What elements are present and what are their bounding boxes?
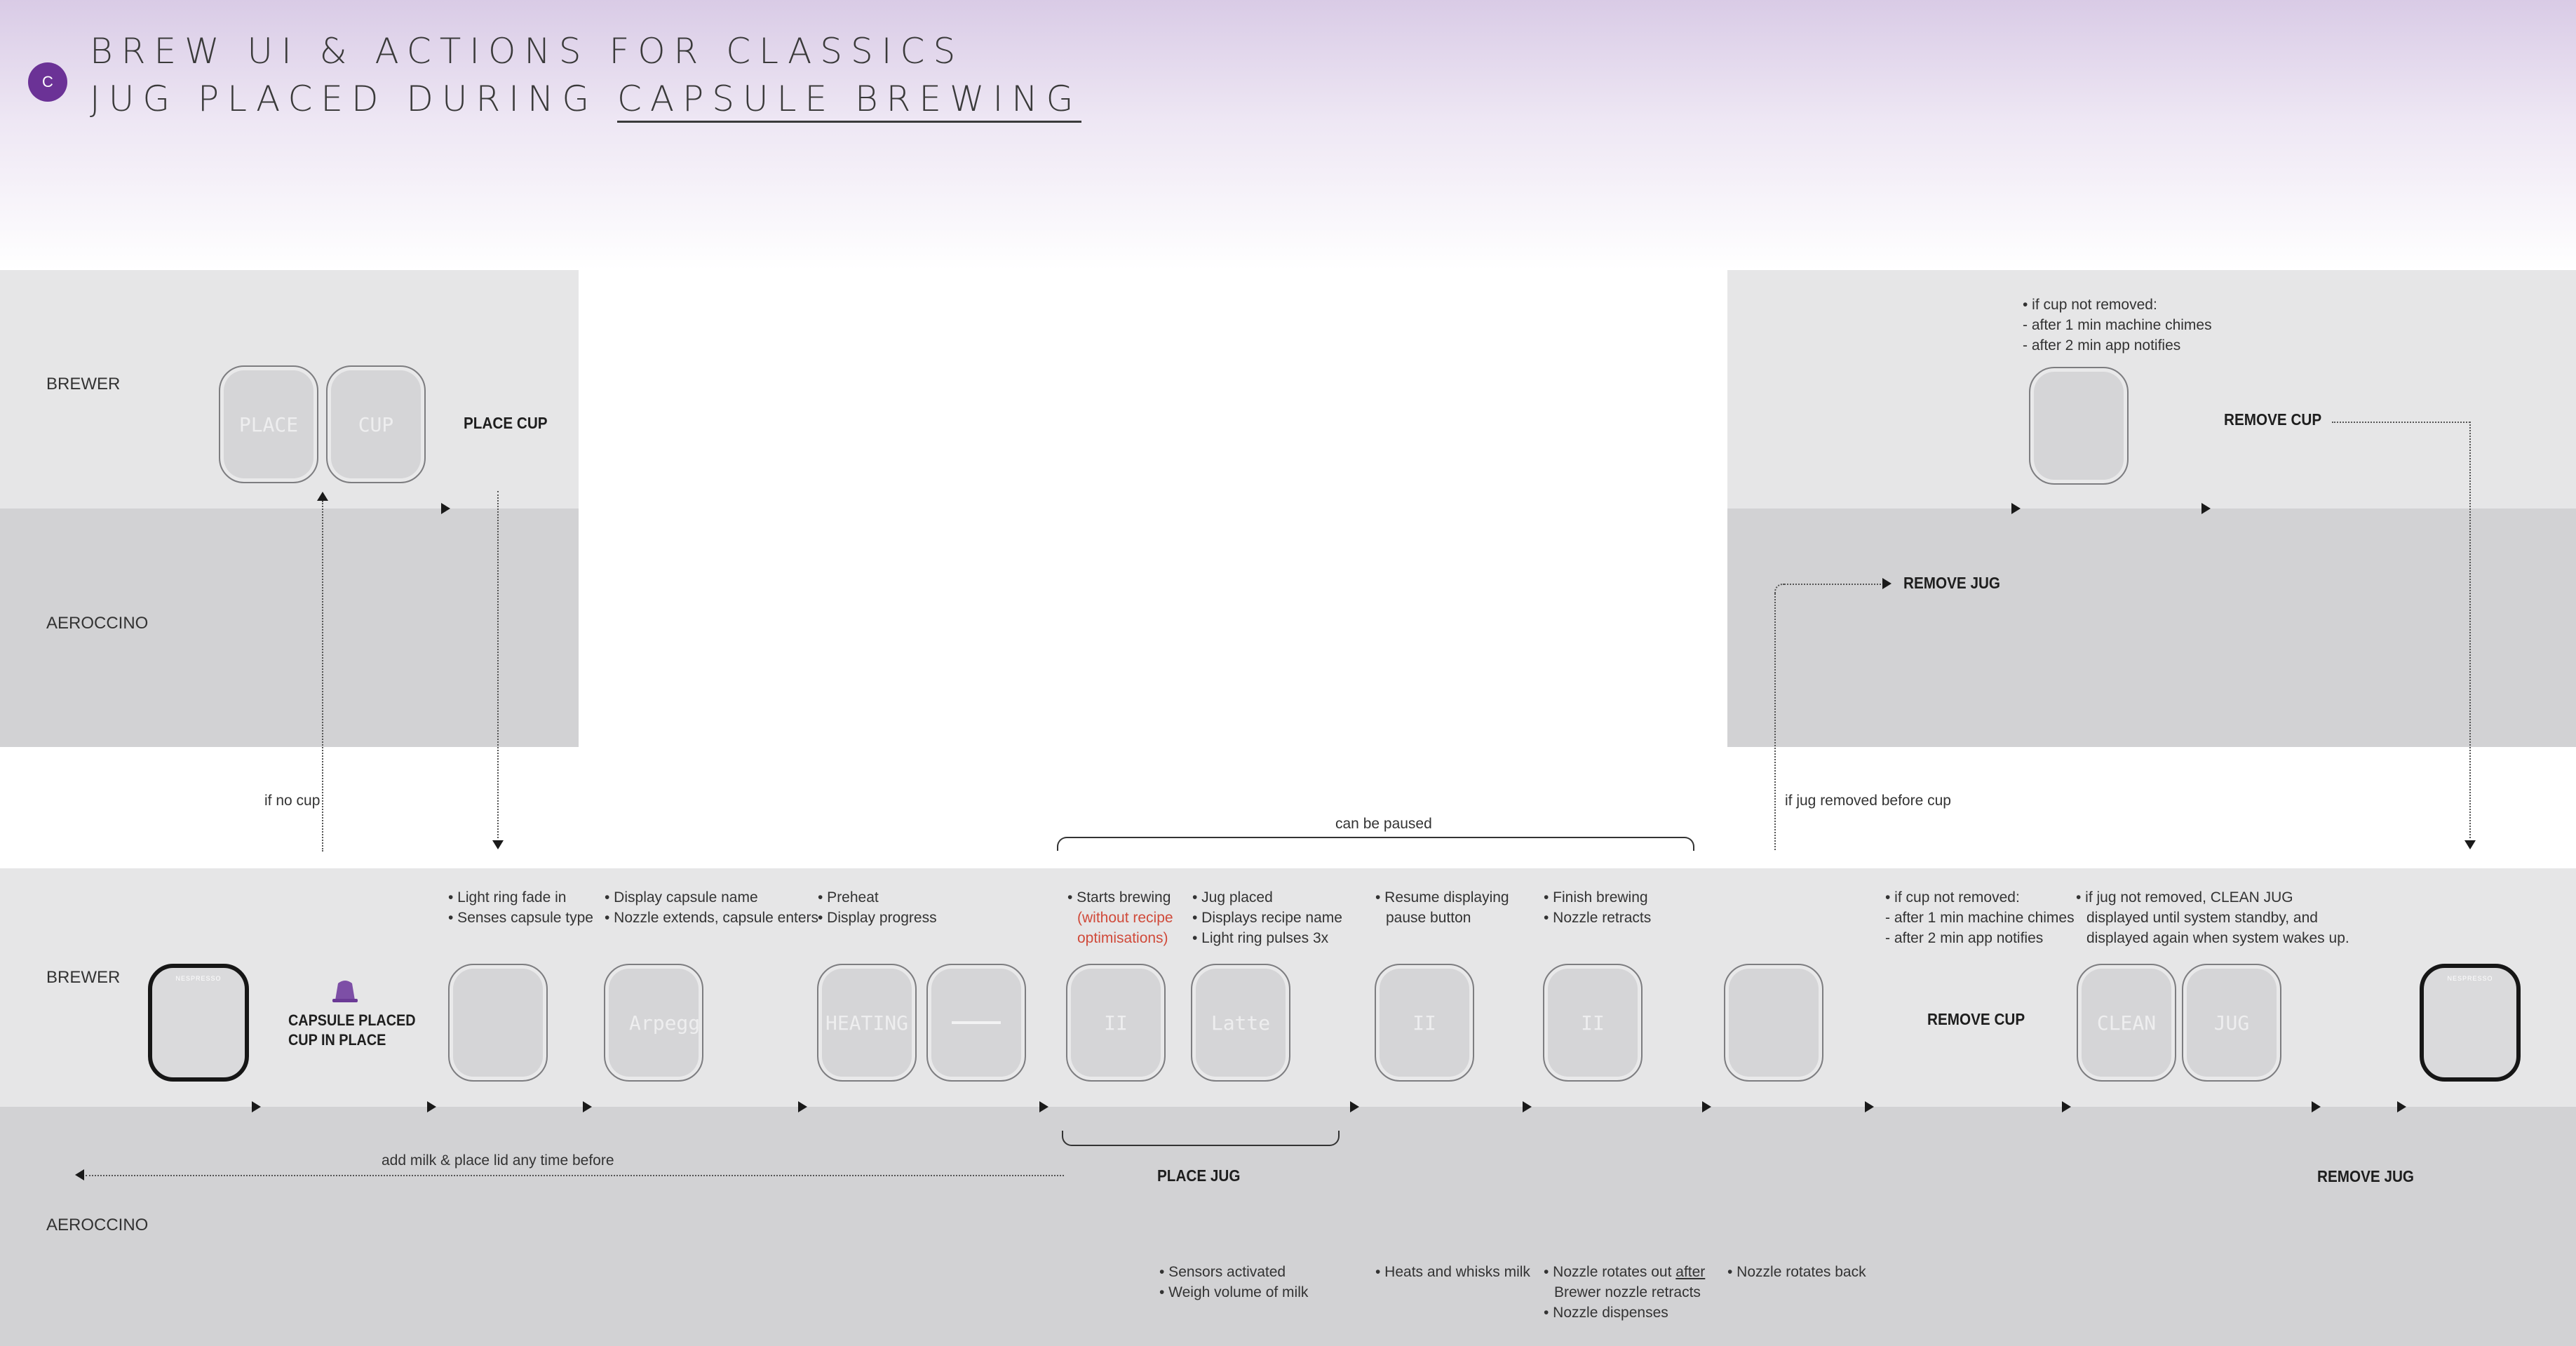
- note-jug-placed-3: • Light ring pulses 3x: [1192, 930, 1329, 946]
- brewer-device-start: [148, 964, 249, 1082]
- screen-light-ring: [448, 964, 548, 1082]
- flow-arrow: [427, 1101, 436, 1112]
- title-line-2-prefix: JUG PLACED DURING: [90, 79, 617, 119]
- screen-heating: HEATING: [817, 964, 917, 1082]
- note-capsule-name-2: • Nozzle extends, capsule enters: [605, 910, 819, 926]
- brand-logo: NESPRESSO: [2447, 975, 2493, 982]
- main-brewer-label: BREWER: [46, 968, 121, 987]
- title-line-2-underlined: CAPSULE BREWING: [617, 79, 1081, 123]
- action-place-cup: PLACE CUP: [464, 414, 548, 432]
- capsule-placed-label: CAPSULE PLACED: [288, 1011, 416, 1029]
- flow-arrow: [2011, 503, 2021, 514]
- note-cup-not-removed-2: - after 1 min machine chimes: [1885, 910, 2075, 926]
- flow-arrow-left: [75, 1169, 84, 1180]
- add-milk-label: add milk & place lid any time before: [382, 1152, 614, 1169]
- if-jug-removed-label: if jug removed before cup: [1785, 793, 1951, 809]
- note-capsule-name-1: • Display capsule name: [605, 889, 758, 906]
- note-jug-not-removed-3: displayed again when system wakes up.: [2086, 930, 2349, 946]
- brewer-device-end: [2420, 964, 2521, 1082]
- note-jug-not-removed-2: displayed until system standby, and: [2086, 910, 2318, 926]
- note-nozzle-out-prefix: • Nozzle rotates out: [1544, 1264, 1676, 1280]
- note-starts-brewing-red-2: optimisations): [1077, 930, 1168, 946]
- top-right-note-3: - after 2 min app notifies: [2023, 337, 2181, 354]
- progress-bar: [952, 1021, 1001, 1024]
- flow-arrow: [1350, 1101, 1359, 1112]
- if-no-cup-connector: [322, 501, 323, 852]
- note-light-ring-1: • Light ring fade in: [448, 889, 567, 906]
- flow-arrow: [798, 1101, 807, 1112]
- flow-arrow: [252, 1101, 261, 1112]
- flow-arrow: [2062, 1101, 2071, 1112]
- title-line-2: [90, 79, 1081, 119]
- remove-jug-connector-h: [1784, 584, 1881, 585]
- note-nozzle-back: • Nozzle rotates back: [1727, 1264, 1866, 1280]
- screen-blank-top-right: [2029, 367, 2129, 485]
- flow-arrow-down: [2464, 840, 2476, 849]
- screen-jug: JUG: [2182, 964, 2281, 1082]
- flow-arrow-down: [492, 840, 504, 849]
- flow-arrow: [1865, 1101, 1874, 1112]
- capsule-icon: [331, 976, 359, 1003]
- flow-arrow-up: [317, 492, 328, 501]
- flow-arrow: [2397, 1101, 2406, 1112]
- note-cup-not-removed-1: • if cup not removed:: [1885, 889, 2020, 906]
- action-remove-jug: REMOVE JUG: [2317, 1167, 2415, 1185]
- add-milk-connector: [86, 1175, 1064, 1176]
- top-left-aeroccino-label: AEROCCINO: [46, 614, 149, 633]
- note-nozzle-out-2: Brewer nozzle retracts: [1554, 1284, 1701, 1300]
- remove-jug-connector-v: [1774, 593, 1776, 850]
- note-preheat-1: • Preheat: [818, 889, 879, 906]
- can-be-paused-label: can be paused: [1335, 816, 1432, 832]
- note-sensors-1: • Sensors activated: [1159, 1264, 1286, 1280]
- note-finish-2: • Nozzle retracts: [1544, 910, 1652, 926]
- note-nozzle-out-3: • Nozzle dispenses: [1544, 1305, 1668, 1321]
- flow-arrow: [1039, 1101, 1048, 1112]
- note-resume-1: • Resume displaying: [1375, 889, 1509, 906]
- screen-progress: [926, 964, 1026, 1082]
- note-starts-brewing: • Starts brewing: [1067, 889, 1171, 906]
- remove-cup-connector-h: [2332, 422, 2470, 423]
- note-resume-2: pause button: [1386, 910, 1471, 926]
- can-be-paused-bracket: [1057, 837, 1694, 851]
- action-place-jug: PLACE JUG: [1157, 1166, 1241, 1185]
- note-nozzle-out-after: after: [1675, 1264, 1706, 1280]
- screen-place: PLACE: [219, 365, 318, 483]
- place-jug-bracket: [1062, 1131, 1340, 1146]
- note-jug-placed-2: • Displays recipe name: [1192, 910, 1342, 926]
- action-remove-cup: REMOVE CUP: [1927, 1010, 2025, 1028]
- flow-arrow: [583, 1101, 592, 1112]
- action-remove-cup-top: REMOVE CUP: [2224, 410, 2322, 429]
- note-nozzle-out-1: [1544, 1262, 1705, 1282]
- flow-arrow: [1523, 1101, 1532, 1112]
- screen-pause-1: II: [1066, 964, 1166, 1082]
- section-badge: C: [28, 62, 67, 102]
- note-heats: • Heats and whisks milk: [1375, 1264, 1530, 1280]
- note-sensors-2: • Weigh volume of milk: [1159, 1284, 1309, 1300]
- action-remove-jug-top: REMOVE JUG: [1903, 574, 2001, 592]
- flow-arrow: [441, 503, 450, 514]
- screen-blank: [1724, 964, 1823, 1082]
- top-right-note-2: - after 1 min machine chimes: [2023, 317, 2212, 333]
- note-cup-not-removed-3: - after 2 min app notifies: [1885, 930, 2044, 946]
- note-light-ring-2: • Senses capsule type: [448, 910, 593, 926]
- title-line-1: BREW UI & ACTIONS FOR CLASSICS: [90, 31, 964, 72]
- screen-clean: CLEAN: [2077, 964, 2176, 1082]
- top-right-aeroccino-lane: [1727, 509, 2576, 747]
- screen-capsule-name: Arpegg: [604, 964, 703, 1082]
- screen-pause-2: II: [1375, 964, 1474, 1082]
- cup-in-place-label: CUP IN PLACE: [288, 1031, 386, 1049]
- place-cup-connector: [497, 491, 499, 838]
- flow-arrow: [1882, 578, 1891, 589]
- main-aeroccino-label: AEROCCINO: [46, 1216, 149, 1234]
- note-starts-brewing-red-1: (without recipe: [1077, 910, 1173, 926]
- screen-latte: Latte: [1191, 964, 1290, 1082]
- note-preheat-2: • Display progress: [818, 910, 937, 926]
- note-jug-not-removed-1: • if jug not removed, CLEAN JUG: [2076, 889, 2293, 906]
- note-finish-1: • Finish brewing: [1544, 889, 1648, 906]
- remove-cup-connector-v: [2469, 422, 2471, 838]
- top-right-note-1: • if cup not removed:: [2023, 297, 2157, 313]
- if-no-cup-label: if no cup: [264, 793, 321, 809]
- flow-arrow: [2312, 1101, 2321, 1112]
- screen-cup: CUP: [326, 365, 426, 483]
- flow-arrow: [2201, 503, 2211, 514]
- flow-arrow: [1702, 1101, 1711, 1112]
- top-left-brewer-label: BREWER: [46, 375, 121, 393]
- screen-pause-3: II: [1543, 964, 1643, 1082]
- brand-logo: NESPRESSO: [175, 975, 222, 982]
- note-jug-placed-1: • Jug placed: [1192, 889, 1273, 906]
